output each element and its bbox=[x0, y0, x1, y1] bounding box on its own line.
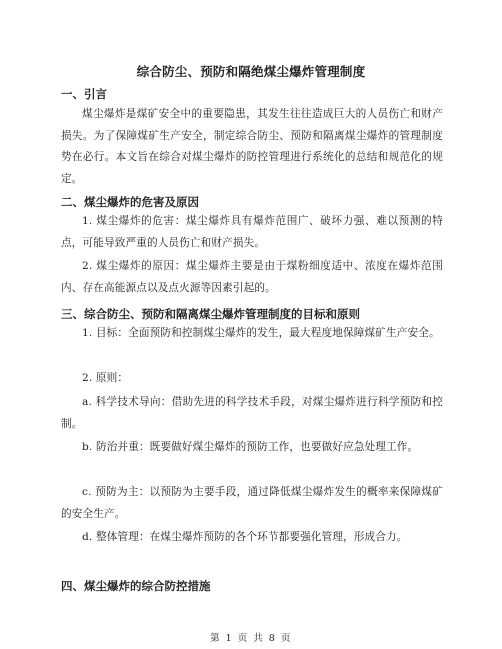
section-heading-goals-principles: 三、综合防尘、预防和隔离煤尘爆炸管理制度的目标和原则 bbox=[61, 307, 360, 321]
page-footer: 第 1 页 共 8 页 bbox=[210, 633, 292, 644]
section-heading-hazards-causes: 二、煤尘爆炸的危害及原因 bbox=[61, 195, 199, 209]
paragraph-principle-c: c. 预防为主：以预防为主要手段，通过降低煤尘爆炸发生的概率来保障煤矿的安全生产。 bbox=[61, 486, 443, 520]
paragraph-goal: 1. 目标：全面预防和控制煤尘爆炸的发生，最大程度地保障煤矿生产安全。 bbox=[82, 327, 440, 339]
paragraph-hazards: 1. 煤尘爆炸的危害：煤尘爆炸具有爆炸范围广、破坏力强、难以预测的特点，可能导致严重的人员伤亡和财产损失。 bbox=[61, 215, 443, 249]
section-heading-introduction: 一、引言 bbox=[61, 87, 107, 101]
paragraph-principle-a: a. 科学技术导向：借助先进的科学技术手段，对煤尘爆炸进行科学预防和控制。 bbox=[61, 396, 443, 430]
section-heading-control-measures: 四、煤尘爆炸的综合防控措施 bbox=[61, 579, 211, 593]
document-title: 综合防尘、预防和隔绝煤尘爆炸管理制度 bbox=[136, 64, 366, 79]
paragraph-principle-d: d. 整体管理：在煤尘爆炸预防的各个环节都要强化管理，形成合力。 bbox=[82, 531, 408, 543]
paragraph-principle-b: b. 防治并重：既要做好煤尘爆炸的预防工作，也要做好应急处理工作。 bbox=[82, 441, 419, 453]
paragraph-principles-label: 2. 原则： bbox=[82, 372, 129, 384]
paragraph-causes: 2. 煤尘爆炸的原因：煤尘爆炸主要是由于煤粉细度适中、浓度在爆炸范围内、存在高能源点以及点火源等因素引起的。 bbox=[61, 260, 443, 294]
paragraph-introduction: 煤尘爆炸是煤矿安全中的重要隐患，其发生往往造成巨大的人员伤亡和财产损失。为了保障煤矿生产安全，制定综合防尘、预防和隔离煤尘爆炸的管理制度势在必行。本文旨在综合对煤尘爆炸的防控管理进行系统化的总结和规范化的规定。 bbox=[61, 108, 443, 185]
